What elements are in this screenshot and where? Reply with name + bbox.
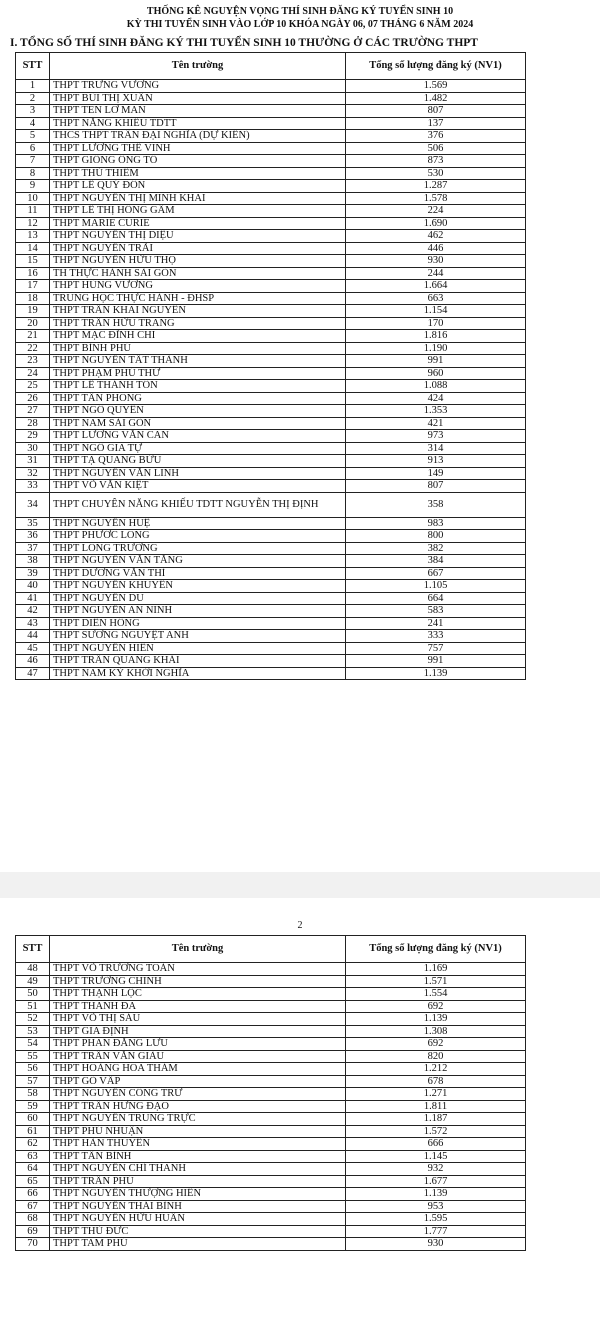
row-registration-count: 1.482: [346, 92, 526, 105]
row-stt: 22: [16, 342, 50, 355]
table-row: [16, 655, 526, 668]
table-row: [16, 1088, 526, 1101]
row-school-name: THPT NĂNG KHIẾU TDTT: [50, 117, 346, 130]
row-school-name: THPT NGUYỄN CHÍ THANH: [50, 1163, 346, 1176]
row-registration-count: 1.578: [346, 192, 526, 205]
table-row: [16, 555, 526, 568]
row-school-name: THPT PHẠM PHÚ THỨ: [50, 367, 346, 380]
row-school-name: THPT LƯƠNG VĂN CAN: [50, 430, 346, 443]
row-registration-count: 800: [346, 530, 526, 543]
row-stt: 58: [16, 1088, 50, 1101]
header-stt: STT: [16, 936, 50, 963]
row-school-name: THPT NGUYỄN HUỆ: [50, 517, 346, 530]
row-stt: 54: [16, 1038, 50, 1051]
row-stt: 26: [16, 392, 50, 405]
table-row: [16, 592, 526, 605]
row-school-name: THPT THỦ ĐỨC: [50, 1225, 346, 1238]
row-stt: 15: [16, 255, 50, 268]
row-stt: 20: [16, 317, 50, 330]
row-registration-count: 820: [346, 1050, 526, 1063]
row-school-name: THPT TEN LƠ MAN: [50, 105, 346, 118]
row-school-name: TH THỰC HÀNH SÀI GÒN: [50, 267, 346, 280]
row-stt: 49: [16, 975, 50, 988]
row-registration-count: 1.139: [346, 1013, 526, 1026]
row-school-name: THPT TÂN PHONG: [50, 392, 346, 405]
row-stt: 61: [16, 1125, 50, 1138]
row-school-name: THPT NAM KỲ KHỞI NGHĨA: [50, 667, 346, 680]
row-school-name: THPT TRẦN HỮU TRANG: [50, 317, 346, 330]
row-stt: 47: [16, 667, 50, 680]
row-stt: 17: [16, 280, 50, 293]
row-registration-count: 1.595: [346, 1213, 526, 1226]
row-registration-count: 757: [346, 642, 526, 655]
table-row: [16, 1188, 526, 1201]
row-stt: 38: [16, 555, 50, 568]
row-registration-count: 930: [346, 255, 526, 268]
row-school-name: THPT TRẦN PHÚ: [50, 1175, 346, 1188]
row-registration-count: 244: [346, 267, 526, 280]
table-row: [16, 467, 526, 480]
table-row: [16, 117, 526, 130]
row-stt: 62: [16, 1138, 50, 1151]
row-stt: 32: [16, 467, 50, 480]
row-stt: 48: [16, 963, 50, 976]
row-registration-count: 932: [346, 1163, 526, 1176]
table-row: [16, 1238, 526, 1251]
table-row: [16, 142, 526, 155]
table-row: [16, 92, 526, 105]
row-registration-count: 1.308: [346, 1025, 526, 1038]
table-row: [16, 205, 526, 218]
row-stt: 27: [16, 405, 50, 418]
row-school-name: THPT NGUYỄN AN NINH: [50, 605, 346, 618]
row-registration-count: 1.664: [346, 280, 526, 293]
row-registration-count: 1.811: [346, 1100, 526, 1113]
row-stt: 69: [16, 1225, 50, 1238]
row-registration-count: 663: [346, 292, 526, 305]
table-row: [16, 988, 526, 1001]
row-school-name: THPT GIỒNG ÔNG TỐ: [50, 155, 346, 168]
page-gap: [0, 872, 600, 898]
row-stt: 53: [16, 1025, 50, 1038]
table-row: [16, 155, 526, 168]
table-body-page-1: [16, 80, 526, 680]
row-stt: 50: [16, 988, 50, 1001]
row-school-name: THPT MẠC ĐĨNH CHI: [50, 330, 346, 343]
row-school-name: THPT DƯƠNG VĂN THÌ: [50, 567, 346, 580]
table-row: [16, 1013, 526, 1026]
row-registration-count: 692: [346, 1038, 526, 1051]
table-row: [16, 667, 526, 680]
row-school-name: THPT CHUYÊN NĂNG KHIẾU TDTT NGUYỄN THỊ ĐỊNH: [50, 492, 346, 517]
row-stt: 29: [16, 430, 50, 443]
table-row: [16, 480, 526, 493]
row-school-name: THPT NGUYỄN HỮU HUÂN: [50, 1213, 346, 1226]
table-row: [16, 242, 526, 255]
table-row: [16, 330, 526, 343]
table-row: [16, 1050, 526, 1063]
row-school-name: THPT LÊ QUÝ ĐÔN: [50, 180, 346, 193]
table-row: [16, 642, 526, 655]
table-row: [16, 255, 526, 268]
table-row: [16, 617, 526, 630]
row-registration-count: 137: [346, 117, 526, 130]
row-registration-count: 376: [346, 130, 526, 143]
row-stt: 68: [16, 1213, 50, 1226]
row-stt: 46: [16, 655, 50, 668]
table-row: [16, 167, 526, 180]
table-row: [16, 492, 526, 517]
table-row: [16, 430, 526, 443]
row-school-name: THPT NGUYỄN TRÃI: [50, 242, 346, 255]
table-row: [16, 580, 526, 593]
row-stt: 10: [16, 192, 50, 205]
row-stt: 24: [16, 367, 50, 380]
row-stt: 36: [16, 530, 50, 543]
table-row: [16, 305, 526, 318]
row-school-name: THPT LÊ THÁNH TÔN: [50, 380, 346, 393]
page-number: 2: [297, 920, 303, 931]
row-school-name: THPT TAM PHÚ: [50, 1238, 346, 1251]
row-stt: 63: [16, 1150, 50, 1163]
row-school-name: THPT LONG TRƯỜNG: [50, 542, 346, 555]
row-stt: 25: [16, 380, 50, 393]
row-school-name: THPT THANH ĐA: [50, 1000, 346, 1013]
table-row: [16, 1150, 526, 1163]
row-stt: 41: [16, 592, 50, 605]
row-school-name: THPT TRẦN QUANG KHẢI: [50, 655, 346, 668]
table-row: [16, 975, 526, 988]
row-registration-count: 1.154: [346, 305, 526, 318]
table-header-row: [16, 53, 526, 80]
row-school-name: THPT VÕ VĂN KIỆT: [50, 480, 346, 493]
row-stt: 52: [16, 1013, 50, 1026]
table-row: [16, 1100, 526, 1113]
row-registration-count: 953: [346, 1200, 526, 1213]
row-stt: 65: [16, 1175, 50, 1188]
header-registration-count: Tổng số lượng đăng ký (NV1): [346, 53, 526, 80]
header-school-name: Tên trường: [50, 53, 346, 80]
row-school-name: THPT NGUYỄN THỊ MINH KHAI: [50, 192, 346, 205]
row-stt: 30: [16, 442, 50, 455]
row-stt: 70: [16, 1238, 50, 1251]
table-row: [16, 367, 526, 380]
row-school-name: THPT THẠNH LỘC: [50, 988, 346, 1001]
row-registration-count: 1.169: [346, 963, 526, 976]
row-stt: 60: [16, 1113, 50, 1126]
table-row: [16, 530, 526, 543]
table-row: [16, 605, 526, 618]
row-school-name: THPT VÕ TRƯỜNG TOẢN: [50, 963, 346, 976]
row-stt: 45: [16, 642, 50, 655]
row-registration-count: 1.145: [346, 1150, 526, 1163]
row-registration-count: 1.271: [346, 1088, 526, 1101]
row-registration-count: 1.690: [346, 217, 526, 230]
row-school-name: THPT NGUYỄN HIỀN: [50, 642, 346, 655]
header-registration-count: Tổng số lượng đăng ký (NV1): [346, 936, 526, 963]
row-registration-count: 149: [346, 467, 526, 480]
row-registration-count: 1.088: [346, 380, 526, 393]
row-registration-count: 991: [346, 655, 526, 668]
row-registration-count: 382: [346, 542, 526, 555]
row-school-name: THPT NGUYỄN HỮU THỌ: [50, 255, 346, 268]
row-school-name: THPT LÊ THỊ HỒNG GẤM: [50, 205, 346, 218]
table-row: [16, 405, 526, 418]
row-registration-count: 983: [346, 517, 526, 530]
row-stt: 3: [16, 105, 50, 118]
table-row: [16, 1225, 526, 1238]
row-stt: 57: [16, 1075, 50, 1088]
table-row: [16, 1000, 526, 1013]
row-stt: 4: [16, 117, 50, 130]
table-row: [16, 267, 526, 280]
row-school-name: THPT DIÊN HỒNG: [50, 617, 346, 630]
table-header-row: [16, 936, 526, 963]
row-school-name: THPT NAM SÀI GÒN: [50, 417, 346, 430]
table-row: [16, 442, 526, 455]
title-line-2: KỲ THI TUYỂN SINH VÀO LỚP 10 KHÓA NGÀY 06, 07 THÁNG 6 NĂM 2024: [126, 19, 474, 30]
row-stt: 13: [16, 230, 50, 243]
row-stt: 7: [16, 155, 50, 168]
row-stt: 12: [16, 217, 50, 230]
row-stt: 59: [16, 1100, 50, 1113]
row-stt: 35: [16, 517, 50, 530]
row-registration-count: 1.187: [346, 1113, 526, 1126]
row-registration-count: 1.287: [346, 180, 526, 193]
table-row: [16, 1025, 526, 1038]
row-registration-count: 1.554: [346, 988, 526, 1001]
row-registration-count: 667: [346, 567, 526, 580]
table-row: [16, 292, 526, 305]
row-registration-count: 384: [346, 555, 526, 568]
table-row: [16, 567, 526, 580]
row-school-name: THPT HÙNG VƯƠNG: [50, 280, 346, 293]
row-school-name: THPT NGUYỄN CÔNG TRỨ: [50, 1088, 346, 1101]
row-stt: 44: [16, 630, 50, 643]
row-school-name: THPT GIA ĐỊNH: [50, 1025, 346, 1038]
row-school-name: THPT NGUYỄN THỊ DIỆU: [50, 230, 346, 243]
row-registration-count: 421: [346, 417, 526, 430]
registration-table-page-2: [15, 935, 526, 1251]
row-school-name: THPT PHƯỚC LONG: [50, 530, 346, 543]
table-row: [16, 280, 526, 293]
row-registration-count: 973: [346, 430, 526, 443]
row-stt: 2: [16, 92, 50, 105]
table-row: [16, 130, 526, 143]
row-registration-count: 664: [346, 592, 526, 605]
table-row: [16, 317, 526, 330]
row-school-name: THPT TRẦN VĂN GIÀU: [50, 1050, 346, 1063]
table-row: [16, 1038, 526, 1051]
row-school-name: THPT VÕ THỊ SÁU: [50, 1013, 346, 1026]
table-row: [16, 342, 526, 355]
row-school-name: THCS THPT TRẦN ĐẠI NGHĨA (DỰ KIẾN): [50, 130, 346, 143]
row-stt: 19: [16, 305, 50, 318]
row-school-name: THPT TRẦN HƯNG ĐẠO: [50, 1100, 346, 1113]
document-page-2: [0, 898, 600, 1320]
row-registration-count: 1.190: [346, 342, 526, 355]
row-registration-count: 530: [346, 167, 526, 180]
row-stt: 6: [16, 142, 50, 155]
row-school-name: THPT TRƯỜNG CHINH: [50, 975, 346, 988]
row-registration-count: 1.105: [346, 580, 526, 593]
row-school-name: THPT PHÚ NHUẬN: [50, 1125, 346, 1138]
row-school-name: THPT BÙI THỊ XUÂN: [50, 92, 346, 105]
row-stt: 18: [16, 292, 50, 305]
row-registration-count: 666: [346, 1138, 526, 1151]
row-registration-count: 314: [346, 442, 526, 455]
row-registration-count: 913: [346, 455, 526, 468]
row-stt: 16: [16, 267, 50, 280]
table-row: [16, 1113, 526, 1126]
row-registration-count: 1.139: [346, 1188, 526, 1201]
row-registration-count: 1.777: [346, 1225, 526, 1238]
row-stt: 14: [16, 242, 50, 255]
row-registration-count: 930: [346, 1238, 526, 1251]
row-school-name: THPT GÒ VẤP: [50, 1075, 346, 1088]
row-stt: 8: [16, 167, 50, 180]
row-school-name: THPT MARIE CURIE: [50, 217, 346, 230]
row-stt: 40: [16, 580, 50, 593]
row-registration-count: 692: [346, 1000, 526, 1013]
table-body-page-2: [16, 963, 526, 1251]
row-stt: 42: [16, 605, 50, 618]
row-school-name: THPT PHAN ĐĂNG LƯU: [50, 1038, 346, 1051]
row-school-name: THPT TẠ QUANG BỬU: [50, 455, 346, 468]
table-row: [16, 1163, 526, 1176]
table-row: [16, 217, 526, 230]
table-row: [16, 180, 526, 193]
table-row: [16, 230, 526, 243]
row-stt: 67: [16, 1200, 50, 1213]
row-registration-count: 873: [346, 155, 526, 168]
row-stt: 43: [16, 617, 50, 630]
table-row: [16, 1213, 526, 1226]
table-row: [16, 1075, 526, 1088]
title-line-1: THỐNG KÊ NGUYỆN VỌNG THÍ SINH ĐĂNG KÝ TUYỂN SINH 10: [146, 6, 454, 17]
table-row: [16, 380, 526, 393]
table-row: [16, 192, 526, 205]
row-school-name: THPT LƯƠNG THẾ VINH: [50, 142, 346, 155]
row-stt: 9: [16, 180, 50, 193]
row-stt: 64: [16, 1163, 50, 1176]
row-stt: 1: [16, 80, 50, 93]
row-stt: 31: [16, 455, 50, 468]
row-stt: 28: [16, 417, 50, 430]
row-registration-count: 1.816: [346, 330, 526, 343]
row-school-name: THPT TRẦN KHAI NGUYÊN: [50, 305, 346, 318]
row-registration-count: 1.677: [346, 1175, 526, 1188]
row-registration-count: 358: [346, 492, 526, 517]
table-row: [16, 392, 526, 405]
table-row: [16, 630, 526, 643]
row-school-name: THPT NGUYỄN TRUNG TRỰC: [50, 1113, 346, 1126]
row-registration-count: 960: [346, 367, 526, 380]
row-registration-count: 991: [346, 355, 526, 368]
row-stt: 66: [16, 1188, 50, 1201]
row-registration-count: 506: [346, 142, 526, 155]
row-stt: 55: [16, 1050, 50, 1063]
table-row: [16, 963, 526, 976]
row-registration-count: 807: [346, 105, 526, 118]
row-school-name: THPT HOÀNG HOA THÁM: [50, 1063, 346, 1076]
row-registration-count: 807: [346, 480, 526, 493]
table-row: [16, 80, 526, 93]
row-school-name: THPT NGUYỄN VĂN TĂNG: [50, 555, 346, 568]
row-school-name: THPT NGÔ QUYỀN: [50, 405, 346, 418]
row-registration-count: 424: [346, 392, 526, 405]
row-school-name: THPT NGUYỄN DU: [50, 592, 346, 605]
table-row: [16, 542, 526, 555]
row-registration-count: 333: [346, 630, 526, 643]
row-registration-count: 678: [346, 1075, 526, 1088]
row-registration-count: 446: [346, 242, 526, 255]
row-school-name: THPT NGUYỄN THƯỢNG HIỀN: [50, 1188, 346, 1201]
row-registration-count: 1.569: [346, 80, 526, 93]
row-stt: 37: [16, 542, 50, 555]
row-school-name: THPT TRƯNG VƯƠNG: [50, 80, 346, 93]
row-registration-count: 224: [346, 205, 526, 218]
row-registration-count: 1.139: [346, 667, 526, 680]
row-school-name: THPT THỦ THIÊM: [50, 167, 346, 180]
row-stt: 23: [16, 355, 50, 368]
row-school-name: TRUNG HỌC THỰC HÀNH - ĐHSP: [50, 292, 346, 305]
table-row: [16, 1175, 526, 1188]
row-school-name: THPT NGUYỄN VĂN LINH: [50, 467, 346, 480]
row-registration-count: 170: [346, 317, 526, 330]
row-stt: 5: [16, 130, 50, 143]
table-row: [16, 355, 526, 368]
row-registration-count: 1.572: [346, 1125, 526, 1138]
registration-table-page-1: [15, 52, 526, 680]
row-school-name: THPT BÌNH PHÚ: [50, 342, 346, 355]
row-school-name: THPT NGUYỄN THÁI BÌNH: [50, 1200, 346, 1213]
header-stt: STT: [16, 53, 50, 80]
row-stt: 21: [16, 330, 50, 343]
row-school-name: THPT NGÔ GIA TỰ: [50, 442, 346, 455]
table-row: [16, 1125, 526, 1138]
row-registration-count: 583: [346, 605, 526, 618]
row-stt: 34: [16, 492, 50, 517]
row-stt: 33: [16, 480, 50, 493]
row-registration-count: 1.571: [346, 975, 526, 988]
row-school-name: THPT NGUYỄN TẤT THÀNH: [50, 355, 346, 368]
row-stt: 51: [16, 1000, 50, 1013]
header-school-name: Tên trường: [50, 936, 346, 963]
table-row: [16, 105, 526, 118]
row-school-name: THPT HÀN THUYÊN: [50, 1138, 346, 1151]
row-stt: 39: [16, 567, 50, 580]
row-school-name: THPT SƯƠNG NGUYỆT ANH: [50, 630, 346, 643]
table-row: [16, 455, 526, 468]
document-title: [0, 5, 600, 31]
row-registration-count: 462: [346, 230, 526, 243]
row-stt: 56: [16, 1063, 50, 1076]
row-registration-count: 241: [346, 617, 526, 630]
row-registration-count: 1.212: [346, 1063, 526, 1076]
row-stt: 11: [16, 205, 50, 218]
table-row: [16, 1063, 526, 1076]
table-row: [16, 417, 526, 430]
row-school-name: THPT TÂN BÌNH: [50, 1150, 346, 1163]
table-row: [16, 1200, 526, 1213]
row-registration-count: 1.353: [346, 405, 526, 418]
table-row: [16, 1138, 526, 1151]
table-row: [16, 517, 526, 530]
row-school-name: THPT NGUYỄN KHUYẾN: [50, 580, 346, 593]
section-title: I. TỔNG SỐ THÍ SINH ĐĂNG KÝ THI TUYỂN SINH 10 THƯỜNG Ở CÁC TRƯỜNG THPT: [10, 37, 478, 49]
